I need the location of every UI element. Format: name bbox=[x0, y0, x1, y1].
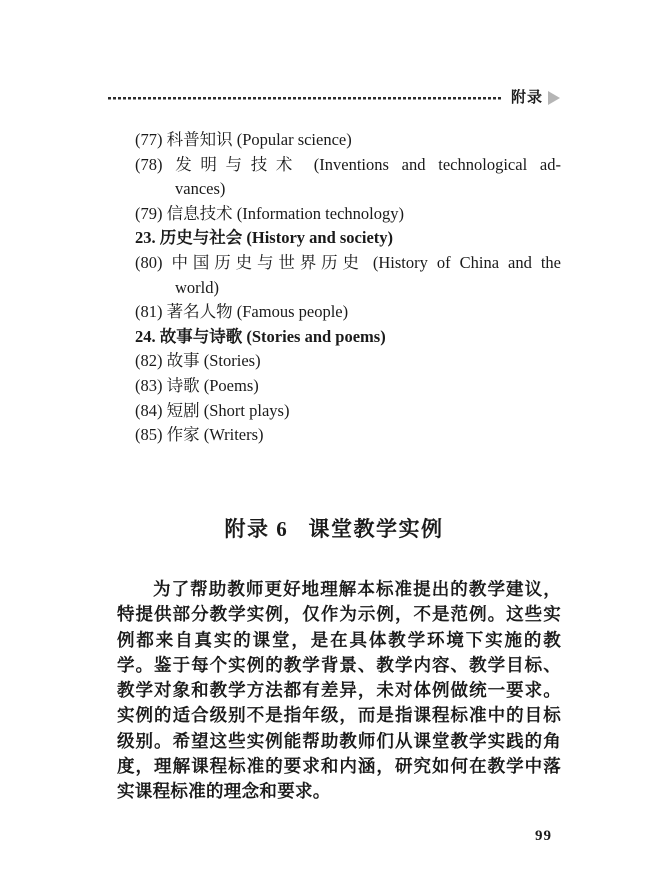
topic-list-line: (85) 作家 (Writers) bbox=[135, 425, 264, 445]
topic-list-line: (78) 发明与技术 (Inventions and technological ad- bbox=[135, 154, 561, 174]
topic-list-line: (81) 著名人物 (Famous people) bbox=[135, 302, 349, 322]
topic-list-line: world) bbox=[175, 277, 219, 297]
topic-list-line: (83) 诗歌 (Poems) bbox=[135, 375, 259, 395]
topic-list-line: (77) 科普知识 (Popular science) bbox=[135, 130, 352, 149]
running-header-label: 附录 bbox=[510, 90, 543, 106]
topic-list-line: (79) 信息技术 (Information technology) bbox=[135, 203, 404, 223]
topic-list-line: (80) 中国历史与世界历史 (History of China and the bbox=[135, 252, 561, 272]
topic-list-line: (84) 短剧 (Short plays) bbox=[135, 400, 290, 420]
topic-list bbox=[135, 128, 561, 448]
topic-list-line: (82) 故事 (Stories) bbox=[135, 351, 261, 371]
page-number: 99 bbox=[535, 828, 552, 844]
arrow-right-icon bbox=[548, 91, 560, 105]
topic-list-line: vances) bbox=[175, 179, 226, 199]
dotted-rule bbox=[108, 97, 502, 100]
appendix-title: 附录 6 课堂教学实例 bbox=[224, 517, 444, 541]
appendix-paragraph: 为了帮助教师更好地理解本标准提出的教学建议，特提供部分教学实例，仅作为示例，不是范例。这些实例都来自真实的课堂，是在具体教学环境下实施的教学。鉴于每个实例的教学背景、教学内容、教学目标、教学对象和教学方法都有差异，未对体例做统一要求。实例的适合级别不是指年级，而是指课程标准中的目标级别。希望这些实例能帮助教师们从课堂教学实践的角度，理解课程标准的要求和内涵，研究如何在教学中落实课程标准的理念和要求。 bbox=[117, 579, 561, 802]
topic-list-line: 23. 历史与社会 (History and society) bbox=[135, 228, 394, 248]
topic-list-line: 24. 故事与诗歌 (Stories and poems) bbox=[135, 326, 386, 346]
running-header bbox=[108, 89, 560, 107]
